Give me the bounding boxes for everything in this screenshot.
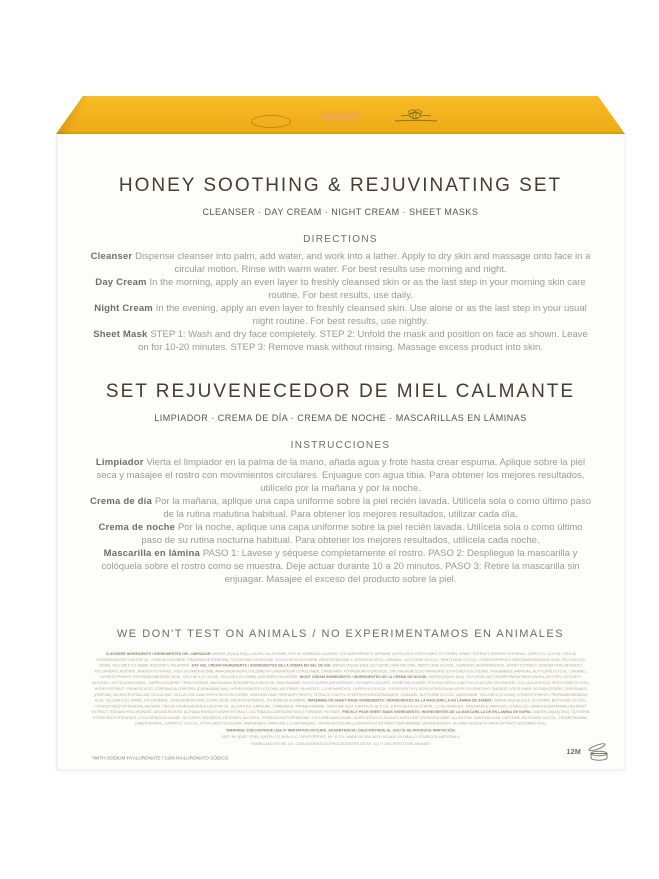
made-in-line: FABRICADO EN EE. UU. CON MATERIALES PROCEDENTES DE EE. UU. Y DEL RESTO DEL MUNDO.	[250, 741, 431, 746]
directions-item: Night Cream In the evening, apply an even layer to freshly cleansed skin. Use alone or as the last step in your usual night routine. For best results, use nightly.	[94, 303, 587, 327]
open-jar-icon	[583, 742, 615, 762]
item-label: Limpiador	[95, 457, 147, 468]
hyaluronate-footnote: *WITH SODIUM HYALURONATE / CON HIALURONATO SÓDICO	[92, 755, 229, 761]
product-title-es: SET REJUVENECEDOR DE MIEL CALMANTE	[105, 381, 576, 402]
directions-item: Sheet Mask STEP 1: Wash and dry face completely. STEP 2: Unfold the mask and position on face as shown. Leave on for 10-20 minutes. STEP 3: Remove mask without rinsing. Massage excess product into skin.	[93, 329, 588, 353]
ingredient-section-label: CLEANSER INGREDIENTS / INGREDIENTES DEL LIMPIADOR:	[105, 651, 213, 656]
ingredients-paragraph: CLEANSER INGREDIENTS / INGREDIENTES DEL LIMPIADOR: WATER (AQUA) EAU), LAURYL GLUCOSIDE, PEG-80 SORBITAN LAURATE, COCAMIDOPROPYL BETAINE, ACRYLATES COPOLYMER, GLYCERIN, HONEY EXTRACT, PHENOXYETHANOL, CAPRYLYL GLYCOL, PEG-40 HYDROGENATED CASTOR OIL, SODIUM CHLORIDE, FRAGRANCE (PARFUM), POTASSIUM HYDROXIDE, ETHYLHEXYLGLYCERIN, BENZOPHENONE-4, DISODIUM EDTA, CARAMEL, BUTYLENE GLYCOL, PENTYLENE GLYCOL, HYDROXYPHENYL PROPAMIDOBENZOIC ACID, YELLOW 5 (CI 19140), YELLOW 6 (CI 15985), ASCORBYL PALMITATE. DAY GEL CREAM INGREDIENTS / INGREDIENTES DE LA CREMA EN GEL DE DÍA: WATER (AQUA) EAU), GLYCERIN, DIMETHICONE, PENTYLENE GLYCOL, ISONONYL ISONONANOATE, HONEY EXTRACT, SODIUM HYALURONATE*, TOCOPHERYL ACETATE, PHENOXYETHANOL, PEG-10 DIMETHICONE, AMMONIUM ACRYLOYLDIMETHYLTAURATE/VP COPOLYMER, CARBOMER, POTASSIUM HYDROXIDE, DIPOTASSIUM GLYCYRRHIZATE, ETHYLHEXYLGLYCERIN, FRAGRANCE (PARFUM), BUTYLENE GLYCOL, CARAMEL, HYDROXYPHENYL PROPAMIDOBENZOIC ACID, YELLOW 5 (CI 19140), YELLOW 6 (CI 15985), ASCORBYL PALMITATE. NIGHT CREAM INGREDIENTS / INGREDIENTES DE LA CREMA DE NOCHE: WATER (AQUA) EAU), GLYCERIN, BUTYROSPERMUM PARKII (SHEA) BUTTER, CETEARYL ALCOHOL, OCTYLDODECANOL, CAPRYLIC/CAPRIC TRIGLYCERIDE, MACADAMIA INTEGRIFOLIA SEED OIL, NIACINAMIDE, COCO-CAPRYLATE/CAPRATE, CETEARYL OLIVATE, SORBITAN OLIVATE, POLYGLYCERYL-3 METHYLGLUCOSE DISTEARATE, C12-16 ALCOHOLS, PENTYLENE GLYCOL, HONEY EXTRACT, PALMITIC ACID, COPERNICIA CERIFERA (CARNAUBA) WAX, HYDROGENATED LECITHIN, ASCORBYL PALMITATE, 1,2-HEXANEDIOL, CAPRYLYL GLYCOL, HYDROXYETHYL ACRYLATE/SODIUM ACRYLOYLDIMETHYL TAURATE COPOLYMER, JOJOBA ESTERS, FRAGRANCE (PARFUM), MICROCRYSTALLINE CELLULOSE, CELLULOSE GUM, ETHYLHEXYLGLYCERIN, XANTHAN GUM, PENTAERYTHRITYL TETRA-DI-T-BUTYL HYDROXYHYDROCINNAMATE, CARAMEL, BUTYLENE GLYCOL, ADENOSINE, YELLOW 5 (CI 19140), HYDROXYPHENYL PROPAMIDOBENZOIC ACID, YELLOW 6 (CI 15985), TOCOPHEROL, SODIUM BENZOATE, CITRIC ACID, PHENOXYETHANOL, POTASSIUM SORBATE. WATERMELON SHEET MASK INGREDIENTS / INGREDIENTES DE LA MASCARILLA EN LÁMINA DE SANDÍA: WATER (AQUA) EAU), GLYCERIN, BUTYLENE GLYCOL, HYDROXYACETOPHENONE, BETAINE, PEG-40 HYDROGENATED CASTOR OIL, ALLANTOIN, CAFFEINE, CARBOMER, TROMETHAMINE, XANTHAN GUM, CAPRYLYL GLYCOL, ETHYLHEXYLGLYCERIN, 1,2-HEXANEDIOL, FRAGRANCE (PARFUM), CITRULLUS LANATUS (WATERMELON) FRUIT EXTRACT, SODIUM HYALURONATE, DISODIUM EDTA, ALTHAEA ROSEA FLOWER EXTRACT, LACTOBACILLUS/RADISH ROOT FERMENT FILTRATE. PRICKLY PEAR SHEET MASK INGREDIENTS / INGREDIENTES DE LA MASCARILLA DE EN LÁMINA DE NOPAL: WATER (AQUA) EAU), GLYCERIN, ETHYLHEXYL STEARATE, CYCLOPENTASILOXANE, GLYCERYL STEARATE, CETEARYL ALCOHOL, HYDROXYACETOPHENONE, CYCLOHEXASILOXANE, ACRYLATES/C10-30 ALKYL ACRYLATE CROSSPOLYMER, ALLANTOIN, XANTHAN GUM, CAFFEINE, BUTYLENE GLYCOL, TROMETHAMINE, DIMETHICONOL, CAPRYLYL GLYCOL, ETHYLHEXYLGLYCERIN, FRAGRANCE (PARFUM), 1,2-HEXANEDIOL, OPUNTIA COCCINELLIFERA FRUIT EXTRACT, NIACINAMIDE, DISODIUM EDTA, ALTHAEA ROSEA FLOWER EXTRACT, ASCORBIC ACID.	[91, 651, 590, 726]
pao-12m-label: 12M	[566, 748, 581, 756]
instructions-heading: INSTRUCCIONES	[290, 440, 391, 451]
product-title: HONEY SOOTHING & REJUVINATING SET	[118, 175, 563, 196]
instructions-item: Crema de día Por la mañana, aplique una capa uniforme sobre la piel recién lavada. Utilícela sola o como último paso de la rutina matutina habitual. Para obtener los mejores resultados, utilizar cada día.	[89, 496, 592, 520]
item-label: Crema de noche	[98, 522, 179, 533]
instructions-item: Mascarilla en lámina PASO 1: Lávese y séquese completamente el rostro. PASO 2: Despliegue la mascarilla y colóquela sobre el rostro como se muestra. Deje actuar durante 10 a 20 minutos. PASO 3: Retire la mascarilla sin enjuagar. Masajee el exceso del producto sobre la piel.	[101, 548, 580, 585]
fine-print-scaled	[91, 651, 591, 747]
instructions-list	[56, 456, 625, 586]
ingredient-section-label: DAY GEL CREAM INGREDIENTS / INGREDIENTES DE LA CREMA EN GEL DE DÍA:	[191, 663, 332, 668]
product-subtitle-es: LIMPIADOR · CREMA DE DÍA · CREMA DE NOCHE · MASCARILLAS EN LÁMINAS	[154, 413, 527, 423]
bee-icon	[393, 109, 439, 124]
item-label: Day Cream	[95, 277, 150, 288]
ingredient-section-label: PRICKLY PEAR SHEET MASK INGREDIENTS / INGREDIENTES DE LA MASCARILLA DE EN LÁMINA DE NOPAL:	[341, 709, 534, 714]
directions-heading: DIRECTIONS	[303, 234, 378, 245]
product-box	[56, 96, 625, 770]
directions-item: Cleanser Dispense cleanser into palm, add water, and work into a lather. Apply to dry skin and massage onto face in a circular motion. Rinse with warm water. For best results use morning and night.	[90, 251, 591, 275]
faded-brand-mark	[320, 113, 360, 121]
panel-footer	[56, 742, 625, 766]
item-label: Crema de día	[89, 496, 155, 507]
product-subtitle: CLEANSER · DAY CREAM · NIGHT CREAM · SHEET MASKS	[202, 207, 479, 217]
period-after-opening	[566, 742, 615, 762]
directions-item: Day Cream In the morning, apply an even layer to freshly cleansed skin or as the last step in your morning skin care routine. For best results, use daily.	[95, 277, 586, 301]
distributor-line: DIST. BY (DIST. POR): EARTH TO SKIN LLC, CENTERPORT, NY 11721. MADE IN USA WITH US AND GLOBALLY SOURCED MATERIALS.	[220, 734, 461, 740]
instructions-item: Limpiador Vierta el limpiador en la palma de la mano, añada agua y frote hasta crear espuma. Aplique sobre la piel seca y masajee el rostro con movimientos circulares. Enjuague con agua tibia. Para obtener los mejores resultados, utilícelo por la mañana y por la noche.	[95, 457, 586, 494]
item-label: Sheet Mask	[93, 329, 151, 340]
warning-line: WARNING: DISCONTINUE USE IF IRRITATION OCCURS. ADVERTENCIA: DESCONTINÚE EL USO SI SE PRODUCE IRRITACIÓN.	[225, 728, 456, 733]
box-front-panel	[56, 134, 625, 770]
instructions-item: Crema de noche Por la noche, aplique una capa uniforme sobre la piel recién lavada. Utilícela sola o como último paso de su rutina nocturna habitual. Para obtener los mejores resultados, utilícela cada noche.	[98, 522, 583, 546]
footnote-wrap	[92, 748, 312, 761]
ingredient-section-label: WATERMELON SHEET MASK INGREDIENTS / INGREDIENTES DE LA MASCARILLA EN LÁMINA DE SANDÍA:	[307, 698, 494, 703]
honey-seal-oval-icon	[251, 115, 291, 128]
ingredient-section-label: NIGHT CREAM INGREDIENTS / INGREDIENTES DE LA CREMA DE NOCHE:	[299, 675, 429, 679]
item-label: Mascarilla en lámina	[103, 548, 203, 559]
item-label: Night Cream	[94, 303, 156, 314]
item-label: Cleanser	[90, 251, 136, 262]
directions-list	[56, 250, 625, 354]
fine-print-area	[56, 651, 625, 751]
box-top-flap	[56, 96, 625, 134]
cruelty-free-statement: WE DON'T TEST ON ANIMALS / NO EXPERIMENTAMOS EN ANIMALES	[116, 628, 565, 640]
